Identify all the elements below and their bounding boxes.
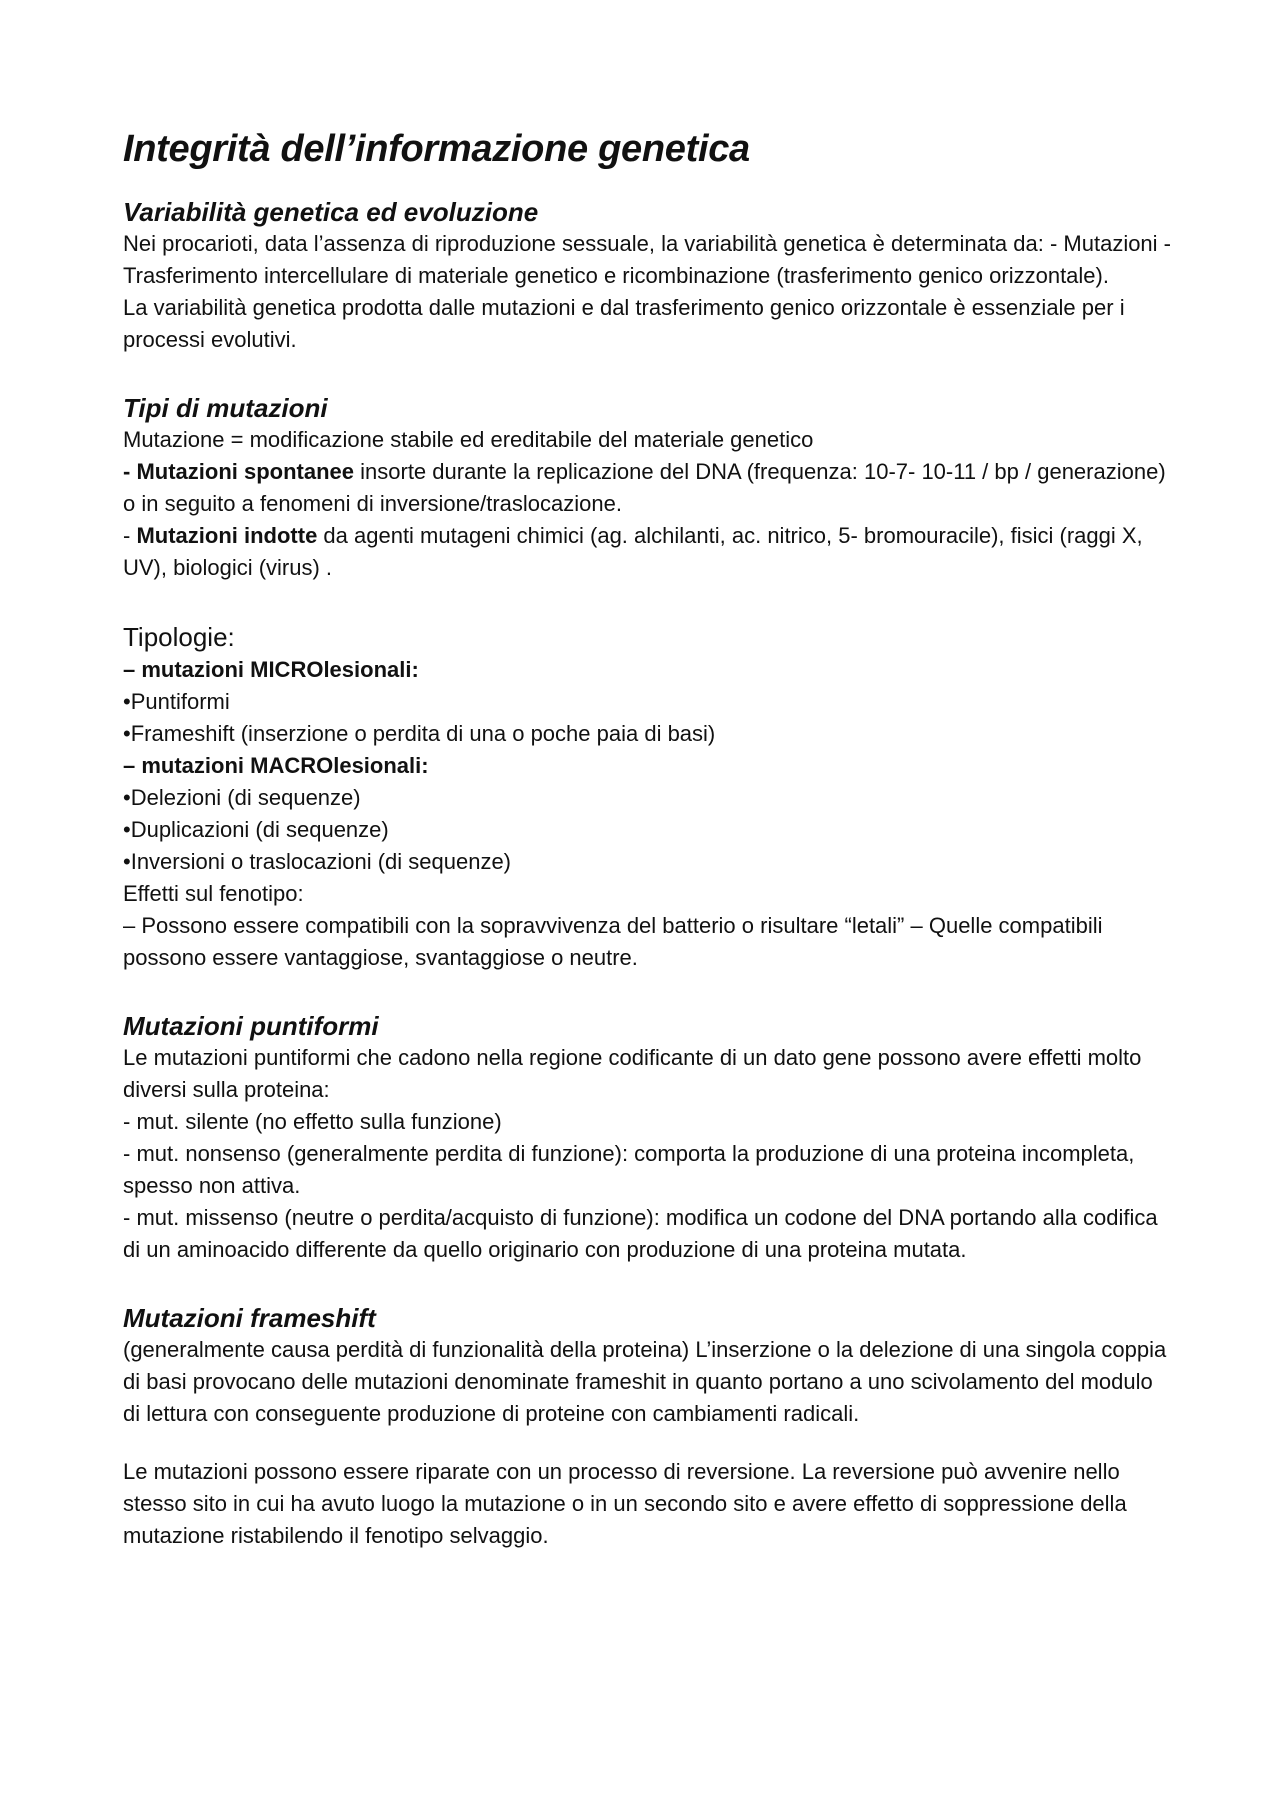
section-heading-puntiformi: Mutazioni puntiformi [123, 1011, 379, 1041]
section-heading-tipi: Tipi di mutazioni [123, 393, 328, 423]
list-item: - mut. silente (no effetto sulla funzione) [123, 1109, 502, 1134]
bold-term: Mutazioni indotte [136, 523, 318, 548]
document-content [123, 126, 1173, 1552]
section-heading-variabilita: Variabilità genetica ed evoluzione [123, 197, 539, 227]
bold-term: – mutazioni MACROlesionali: [123, 753, 429, 778]
paragraph: Le mutazioni puntiformi che cadono nella regione codificante di un dato gene possono avere effetti molto diversi sulla proteina: [123, 1045, 1142, 1102]
effetti-label: Effetti sul fenotipo: [123, 881, 304, 906]
list-item: •Delezioni (di sequenze) [123, 785, 361, 810]
macro-heading [123, 750, 1173, 782]
paragraph-indotte [123, 520, 1173, 584]
bold-prefix: - [123, 459, 137, 484]
section-heading-frameshift: Mutazioni frameshift [123, 1303, 376, 1333]
paragraph: La variabilità genetica prodotta dalle mutazioni e dal trasferimento genico orizzontale è essenziale per i processi evolutivi. [123, 295, 1125, 352]
page-title: Integrità dell’informazione genetica [123, 128, 750, 170]
paragraph: Le mutazioni possono essere riparate con un processo di reversione. La reversione può avvenire nello stesso sito in cui ha avuto luogo la mutazione o in un secondo sito e avere effetto di soppressione della mutazione ristabilendo il fenotipo selvaggio. [123, 1459, 1127, 1548]
list-item: •Inversioni o traslocazioni (di sequenze) [123, 849, 512, 874]
list-item: - mut. missenso (neutre o perdita/acquisto di funzione): modifica un codone del DNA portando alla codifica di un aminoacido differente da quello originario con produzione di una proteina mutata. [123, 1205, 1158, 1262]
list-item: - mut. nonsenso (generalmente perdita di funzione): comporta la produzione di una proteina incompleta, spesso non attiva. [123, 1141, 1135, 1198]
definition: Mutazione = modificazione stabile ed ereditabile del materiale genetico [123, 427, 814, 452]
tipologie-heading: Tipologie: [123, 622, 235, 652]
list-item: •Puntiformi [123, 689, 230, 714]
list-item: •Frameshift (inserzione o perdita di una o poche paia di basi) [123, 721, 716, 746]
paragraph: Nei procarioti, data l’assenza di riproduzione sessuale, la variabilità genetica è determinata da: - Mutazioni - Trasferimento intercellulare di materiale genetico e ricombinazione (trasferimento genico orizzontale). [123, 231, 1171, 288]
bold-term: Mutazioni spontanee [136, 459, 355, 484]
paragraph-spontanee [123, 456, 1173, 520]
text-prefix: - [123, 523, 137, 548]
bold-term: – mutazioni MICROlesionali: [123, 657, 419, 682]
paragraph: – Possono essere compatibili con la sopravvivenza del batterio o risultare “letali” – Quelle compatibili possono essere vantaggiose, svantaggiose o neutre. [123, 913, 1103, 970]
text: insorte durante la replicazione del DNA (frequenza: 10-7- 10-11 / bp / generazione) o in seguito a fenomeni di inversione/traslocazione. [123, 459, 1166, 516]
list-item: •Duplicazioni (di sequenze) [123, 817, 389, 842]
paragraph: (generalmente causa perdità di funzionalità della proteina) L’inserzione o la delezione di una singola coppia di basi provocano delle mutazioni denominate frameshit in quanto portano a uno scivolamento del modulo di lettura con conseguente produzione di proteine con cambiamenti radicali. [123, 1337, 1167, 1426]
micro-heading [123, 654, 1173, 686]
text: da agenti mutageni chimici (ag. alchilanti, ac. nitrico, 5- bromouracile), fisici (raggi X, UV), biologici (virus) . [123, 523, 1143, 580]
